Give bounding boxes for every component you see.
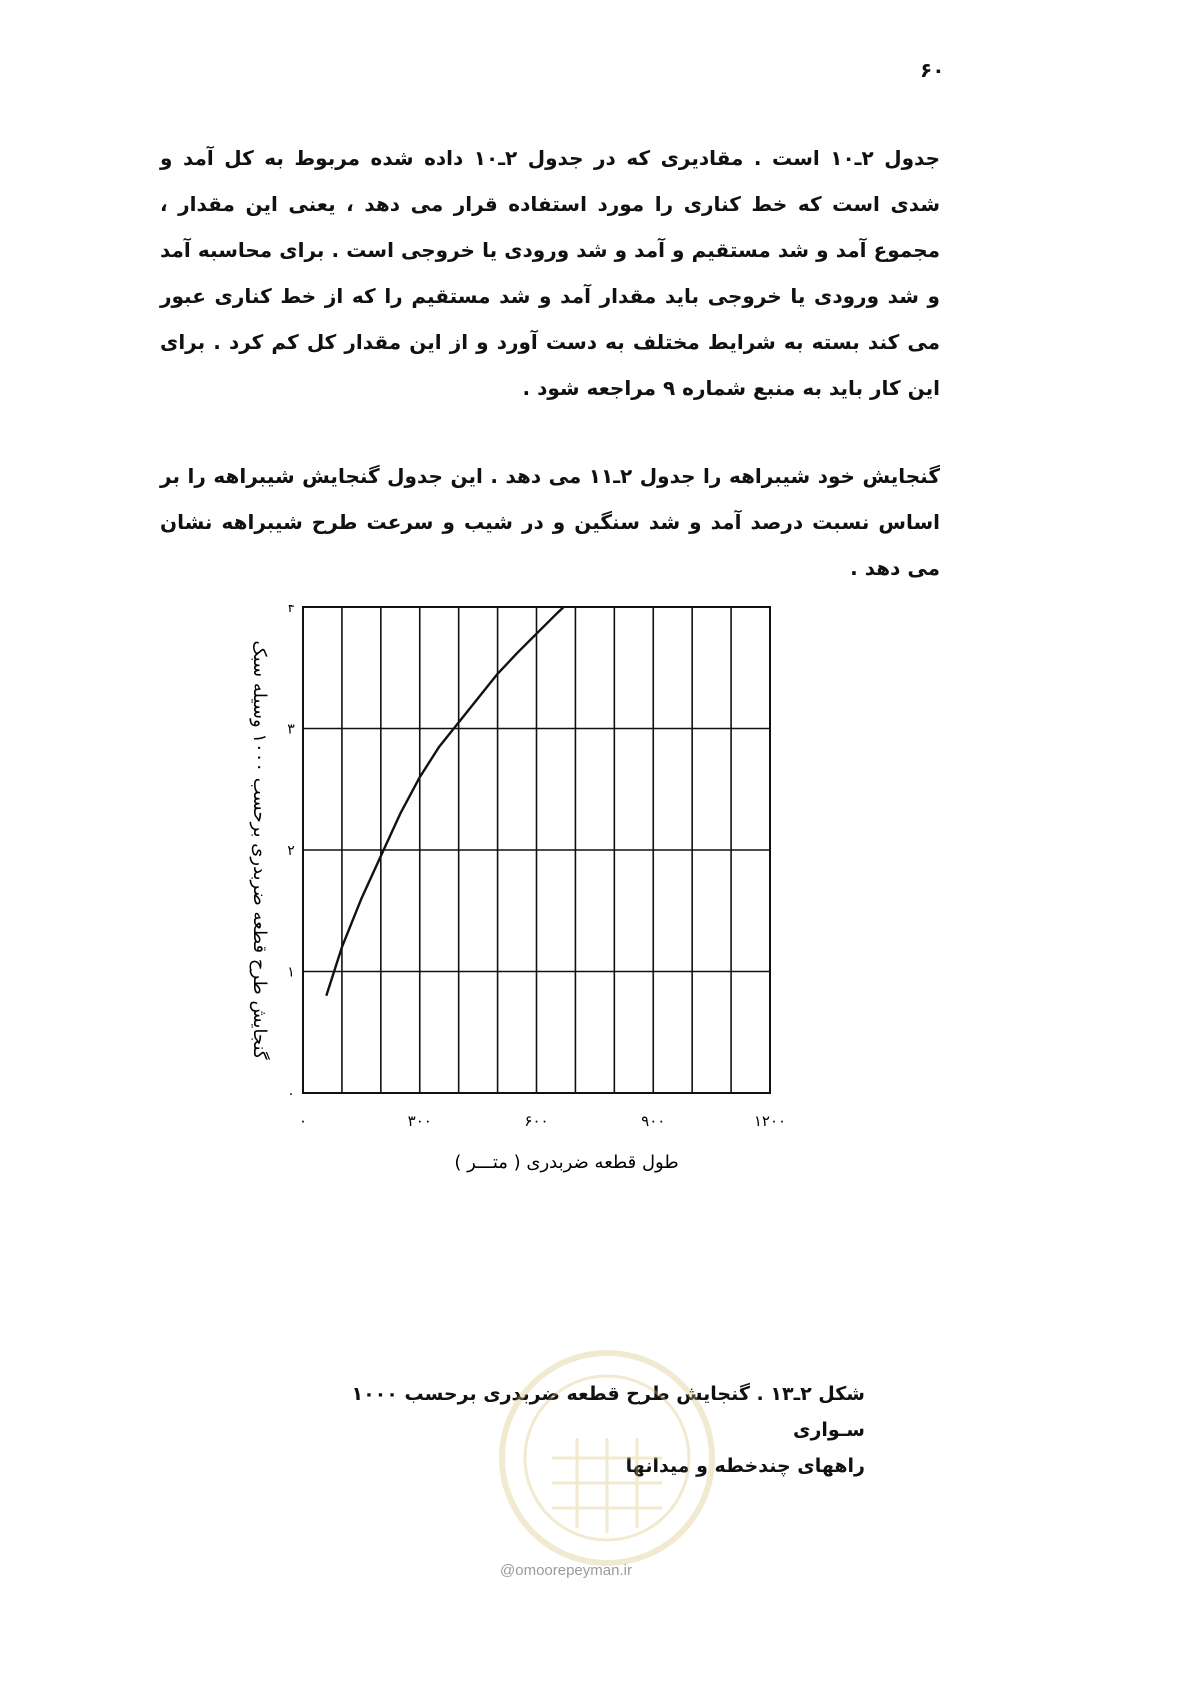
caption-line-1: شکل ۲ـ۱۳ . گنجایش طرح قطعه ضربدری برحسب ۱۰۰۰ سـواری <box>351 1383 865 1441</box>
watermark-url: @omoorepeyman.ir <box>500 1562 632 1579</box>
y-tick-label: ۴ <box>287 605 295 616</box>
x-tick-label: ۹۰۰ <box>641 1112 666 1130</box>
x-axis-label: طول قطعه ضربدری ( متـــر ) <box>454 1152 679 1173</box>
body-paragraph-1: جدول ۲ـ۱۰ است . مقادیری که در جدول ۲ـ۱۰ داده شده مربوط به کل آمد و شدی است که خط کناری را مورد استفاده قرار می دهد ، یعنی این مقدار ، مجموع آمد و شد مستقیم و آمد و شد ورودی یا خروجی است . برای محاسبه آمد و شد ورودی یا خروجی باید مقدار آمد و شد مستقیم را که از خط کناری عبور می کند بسته به شرایط مختلف به دست آورد و از این مقدار کل کم کرد . برای این کار باید به منبع شماره ۹ مراجعه شود . <box>160 146 940 400</box>
capacity-chart <box>230 605 930 1265</box>
y-tick-label: ۰ <box>287 1086 295 1102</box>
page-number: ۶۰ <box>920 58 945 82</box>
y-tick-label: ۱ <box>287 964 295 981</box>
y-axis-label: گنجایش طرح قطعه ضربدری برحسب ۱۰۰۰ وسیله سبک <box>249 640 270 1060</box>
body-paragraph-2: گنجایش خود شیبراهه را جدول ۲ـ۱۱ می دهد . این جدول گنجایش شیبراهه را بر اساس نسبت درصد آمد و شد سنگین و در شیب و سرعت طرح شیبراهه نشان می دهد . <box>160 464 940 580</box>
x-tick-label: ۱۲۰۰ <box>753 1112 787 1130</box>
x-tick-label: ۶۰۰ <box>524 1112 549 1130</box>
x-tick-label: ۰ <box>298 1112 308 1130</box>
chart-svg <box>230 605 930 1265</box>
y-tick-label: ۳ <box>287 721 295 738</box>
caption-line-2: راههای چندخطه و میدانها <box>625 1455 865 1477</box>
y-tick-label: ۲ <box>287 843 295 859</box>
x-tick-label: ۳۰۰ <box>407 1112 432 1130</box>
capacity-curve <box>326 607 563 996</box>
